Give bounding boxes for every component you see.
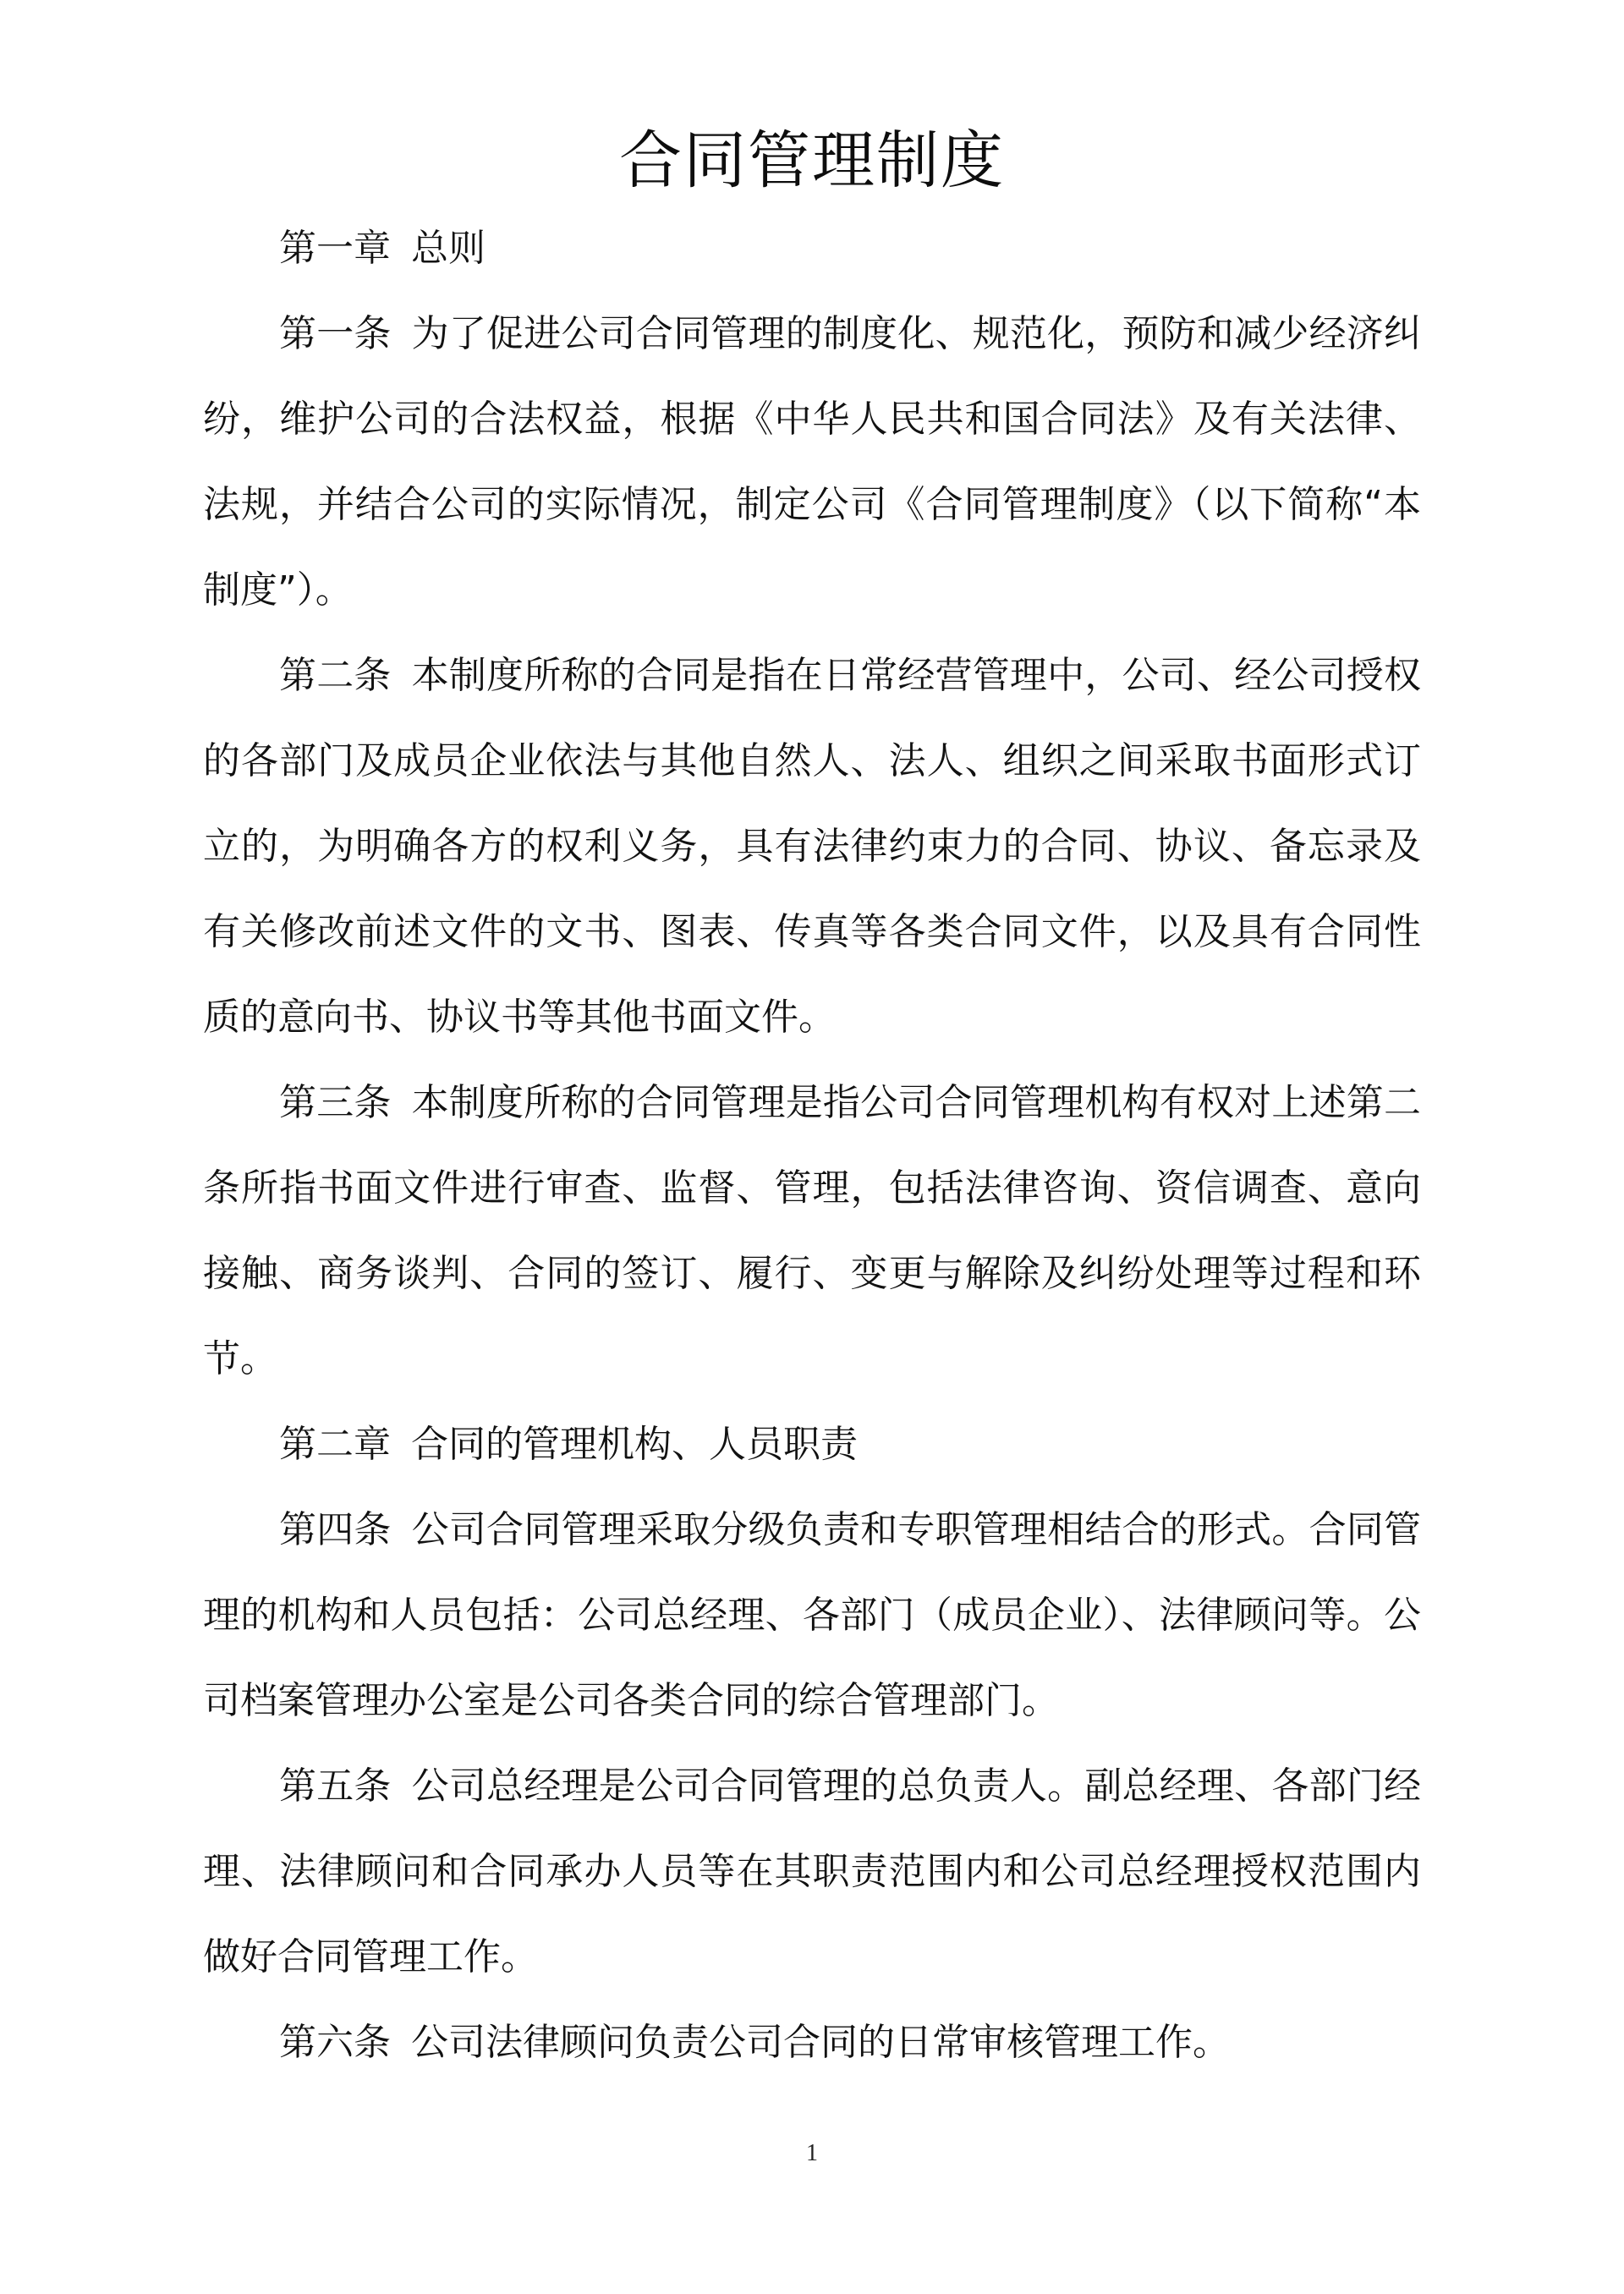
paragraph-label: 第四条 xyxy=(279,1508,392,1551)
paragraph-label: 第一章 xyxy=(279,227,391,270)
paragraph-text: 公司总经理是公司合同管理的总负责人。副总经理、各部门经理、法律顾问和合同承办人员等在其职责范围内和公司总经理授权范围内做好合同管理工作。 xyxy=(203,1764,1422,1978)
paragraph-text: 合同的管理机构、人员职责 xyxy=(411,1423,858,1466)
article-3 xyxy=(203,1060,1421,1402)
paragraph-text: 公司法律顾问负责公司合同的日常审核管理工作。 xyxy=(411,2021,1230,2064)
paragraph-label: 第六条 xyxy=(279,2021,391,2064)
article-6 xyxy=(203,2000,1421,2085)
paragraph-text: 总则 xyxy=(411,227,486,270)
paragraph-text: 本制度所称的合同是指在日常经营管理中，公司、经公司授权的各部门及成员企业依法与其他自然人、法人、组织之间采取书面形式订立的，为明确各方的权利义务，具有法律约束力的合同、协议、备忘录及有关修改前述文件的文书、图表、传真等各类合同文件，以及具有合同性质的意向书、协议书等其他书面文件。 xyxy=(203,654,1422,1039)
page-number: 1 xyxy=(806,2140,818,2166)
chapter-1-heading xyxy=(203,206,1421,291)
paragraph-label: 第一条 xyxy=(279,312,392,355)
paragraph-text: 公司合同管理采取分级负责和专职管理相结合的形式。合同管理的机构和人员包括：公司总经理、各部门（成员企业）、法律顾问等。公司档案管理办公室是公司各类合同的综合管理部门。 xyxy=(203,1508,1422,1722)
paragraph-label: 第五条 xyxy=(279,1764,392,1808)
article-5 xyxy=(203,1743,1421,2000)
document-body xyxy=(203,206,1421,2085)
paragraph-text: 本制度所称的合同管理是指公司合同管理机构有权对上述第二条所指书面文件进行审查、监督、管理，包括法律咨询、资信调查、意向接触、商务谈判、合同的签订、履行、变更与解除及纠纷处理等过程和环节。 xyxy=(203,1081,1422,1380)
chapter-2-heading xyxy=(203,1402,1421,1487)
article-1 xyxy=(203,291,1421,633)
document-title: 合同管理制度 xyxy=(619,124,1005,197)
article-2 xyxy=(203,633,1421,1060)
paragraph-label: 第二章 xyxy=(279,1423,391,1466)
paragraph-text: 为了促进公司合同管理的制度化、规范化，预防和减少经济纠纷，维护公司的合法权益，根据《中华人民共和国合同法》及有关法律、法规，并结合公司的实际情况，制定公司《合同管理制度》（以下简称“本制度”）。 xyxy=(203,312,1422,612)
article-4 xyxy=(203,1487,1421,1743)
paragraph-label: 第二条 xyxy=(279,654,392,697)
paragraph-label: 第三条 xyxy=(279,1081,392,1124)
